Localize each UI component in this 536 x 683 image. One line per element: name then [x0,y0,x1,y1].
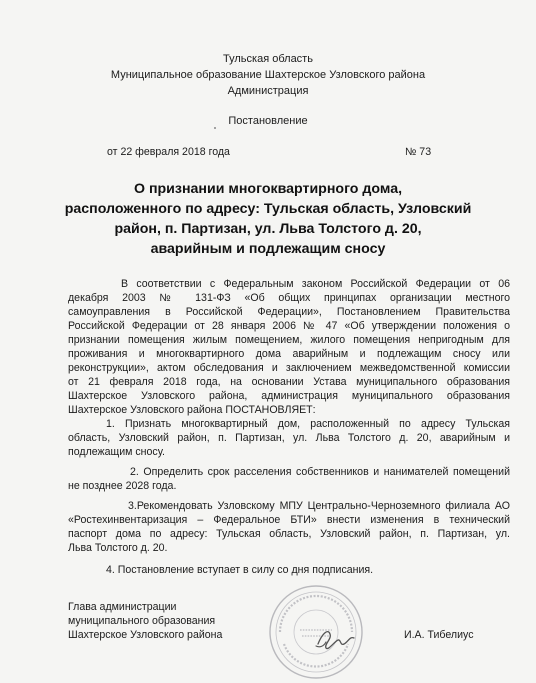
body-line: от 21 февраля 2018 года, на основании Устава муниципального образования [68,376,510,388]
header-administration: Администрация [227,85,309,97]
doc-date: от 22 февраля 2018 года [107,146,230,158]
body-line: реконструкции», актом обследования и заключением межведомственной комиссии [68,362,510,374]
doc-number: № 73 [405,146,432,158]
title-line: район, п. Партизан, ул. Льва Толстого д. 20, [114,221,422,237]
doc-type: Постановление [228,115,308,127]
title-line: расположенного по адресу: Тульская область, Узловский [64,201,472,217]
official-seal-stamp [266,582,366,682]
body-line: подлежащим сносу. [68,446,165,458]
body-line: Льва Толстого д. 20. [68,542,168,554]
body-line: паспорт дома по адресу: Тульская область, Узловский район, п. Партизан, ул. [68,528,510,540]
body-line: проживания и многоквартирного дома аварийным и подлежащим сносу или [68,348,510,360]
body-line: Российской Федерации от 28 января 2006 № 47 «Об утверждении положения о [68,320,510,332]
body-line: самоуправления в Российской Федерации», Постановлением Правительства [68,306,510,318]
body-line: признании помещения жилым помещением, жилого помещения непригодным для [68,334,510,346]
body-line: 4. Постановление вступает в силу со дня подписания. [106,564,374,576]
body-line: В соответствии с Федеральным законом Российской Федерации от 06 [121,278,510,290]
body-line: Шахтерское Узловского района ПОСТАНОВЛЯЕТ: [68,404,316,416]
signatory-position-line: Глава администрации [68,601,177,613]
body-line: область, Узловский район, п. Партизан, ул. Льва Толстого д. 20, аварийным и [68,432,510,444]
body-line: не позднее 2028 года. [68,480,177,492]
body-line: 1. Признать многоквартирный дом, расположенный по адресу Тульская [106,418,510,430]
title-line: аварийным и подлежащим сносу [150,241,386,257]
body-line: декабря 2003 № 131-ФЗ «Об общих принципах организации местного [68,292,510,304]
signatory-position-line: муниципального образования [68,615,216,627]
body-line: Шахтерское Узловского района, администрация муниципального образования [68,390,510,402]
title-line: О признании многоквартирного дома, [133,181,403,197]
body-line: 3.Рекомендовать Узловскому МПУ Центрально-Черноземного филиала АО [128,500,510,512]
header-region: Тульская область [223,53,313,65]
signatory-position-line: Шахтерское Узловского района [68,629,223,641]
header-municipality: Муниципальное образование Шахтерское Узловского района [110,69,426,81]
body-line: «Ростехинвентаризация – Федеральное БТИ» внести изменения в технический [68,514,510,526]
body-line: 2. Определить срок расселения собственников и нанимателей помещений [130,466,510,478]
signatory-name: И.А. Тибелиус [404,629,474,641]
